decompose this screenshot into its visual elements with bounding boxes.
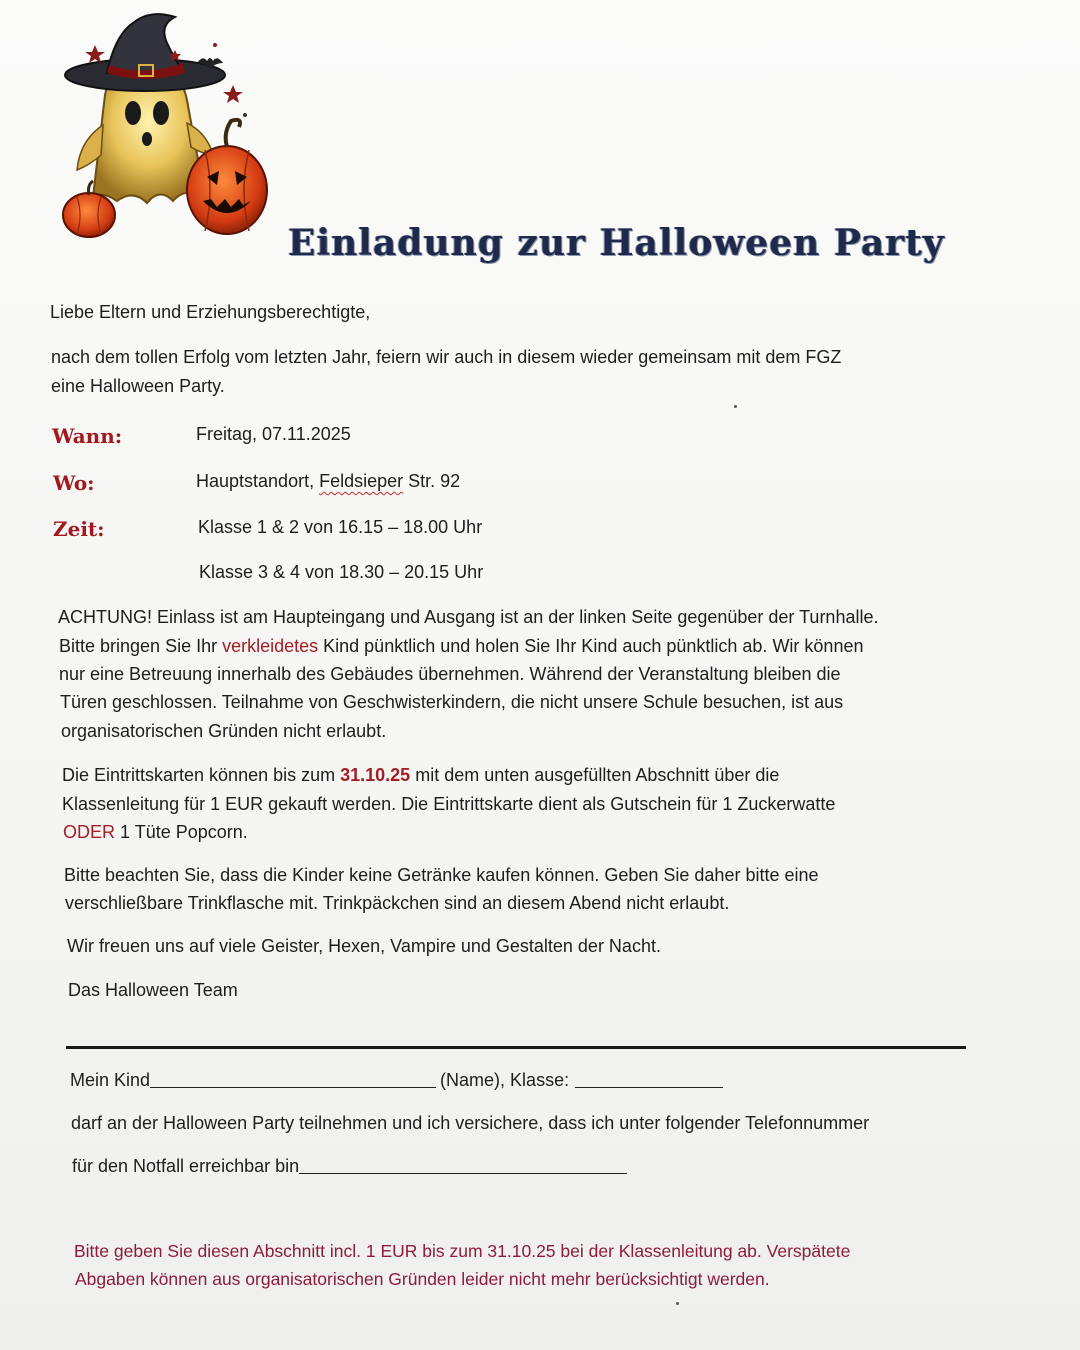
tickets-line-3: ODER 1 Tüte Popcorn. (63, 822, 248, 842)
achtung-line-1: ACHTUNG! Einlass ist am Haupteingang und Ausgang ist an der linken Seite gegenüber der Turnhalle. (58, 607, 879, 627)
speck (734, 405, 737, 408)
wo-label: Wo: (53, 471, 95, 495)
signature: Das Halloween Team (68, 980, 238, 1000)
drinks-line-2: verschließbare Trinkflasche mit. Trinkpäckchen sind an diesem Abend nicht erlaubt. (65, 893, 730, 913)
highlight-oder: ODER (63, 822, 116, 842)
intro-line-2: eine Halloween Party. (51, 376, 225, 396)
form-child-line: Mein Kind (Name), Klasse: (70, 1066, 727, 1095)
page-title: Einladung zur Halloween Party (288, 222, 945, 264)
highlight-date: 31.10.25 (340, 765, 411, 785)
tickets-line-2: Klassenleitung für 1 EUR gekauft werden. Die Eintrittskarte dient als Gutschein für 1 Zuckerwatte (62, 794, 836, 814)
wann-label: Wann: (52, 424, 123, 448)
wann-value: Freitag, 07.11.2025 (196, 424, 351, 444)
greeting: Liebe Eltern und Erziehungsberechtigte, (50, 302, 371, 322)
zeit-label: Zeit: (53, 517, 105, 541)
form-consent-line: darf an der Halloween Party teilnehmen und ich versichere, dass ich unter folgender Telefonnummer (71, 1113, 870, 1133)
speck (676, 1302, 679, 1305)
highlight-costume: verkleidetes (222, 636, 319, 656)
footer-line-2: Abgaben können aus organisatorischen Gründen leider nicht mehr berücksichtigt werden. (75, 1269, 770, 1289)
zeit-value-2: Klasse 3 & 4 von 18.30 – 20.15 Uhr (199, 562, 484, 582)
phone-blank[interactable] (299, 1155, 627, 1174)
form-phone-line: für den Notfall erreichbar bin (72, 1152, 631, 1181)
street-name: Feldsieper (319, 471, 404, 491)
achtung-line-5: organisatorischen Gründen nicht erlaubt. (61, 721, 387, 741)
intro-line-1: nach dem tollen Erfolg vom letzten Jahr, feiern wir auch in diesem wieder gemeinsam mit dem FGZ (51, 347, 842, 367)
achtung-line-4: Türen geschlossen. Teilnahme von Geschwisterkindern, die nicht unsere Schule besuchen, ist aus (60, 692, 844, 712)
wo-value: Hauptstandort, Feldsieper Str. 92 (196, 471, 461, 491)
achtung-line-2: Bitte bringen Sie Ihr verkleidetes Kind pünktlich und holen Sie Ihr Kind auch pünktlich ab. Wir können (59, 636, 864, 656)
child-name-blank[interactable] (150, 1069, 436, 1088)
footer-line-1: Bitte geben Sie diesen Abschnitt incl. 1 EUR bis zum 31.10.25 bei der Klassenleitung ab. Verspätete (74, 1241, 851, 1261)
cut-line-divider (66, 1046, 966, 1049)
class-blank[interactable] (575, 1069, 723, 1088)
closing-text: Wir freuen uns auf viele Geister, Hexen, Vampire und Gestalten der Nacht. (67, 936, 661, 956)
tickets-line-1: Die Eintrittskarten können bis zum 31.10.25 mit dem unten ausgefüllten Abschnitt über die (62, 765, 780, 785)
achtung-line-3: nur eine Betreuung innerhalb des Gebäudes übernehmen. Während der Veranstaltung bleiben die (59, 664, 841, 684)
drinks-line-1: Bitte beachten Sie, dass die Kinder keine Getränke kaufen können. Geben Sie daher bitte eine (64, 865, 819, 885)
ghost-witch-hat-icon (55, 5, 270, 245)
zeit-value-1: Klasse 1 & 2 von 16.15 – 18.00 Uhr (198, 517, 483, 537)
